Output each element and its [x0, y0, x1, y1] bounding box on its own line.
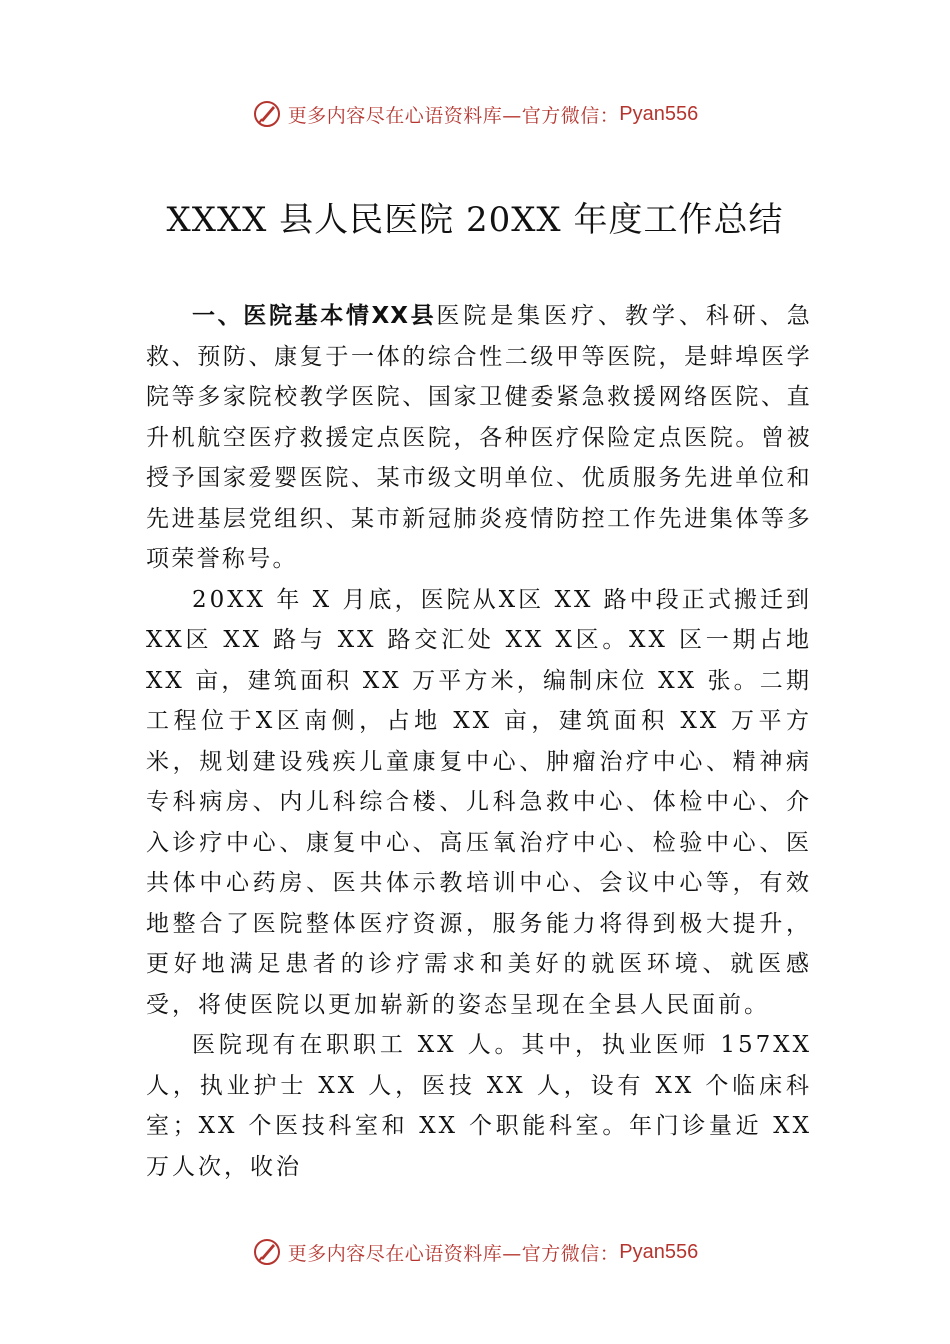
watermark-text: 更多内容尽在心语资料库—官方微信： — [287, 104, 620, 127]
paragraph-2: 20XX 年 X 月底，医院从X区 XX 路中段正式搬迁到 XX区 XX 路与 XX 路交汇处 XX X区。XX 区一期占地 XX 亩，建筑面积 XX 万平方米，编制床位 XX 张。二期工程位于X区南侧，占地 XX 亩，建筑面积 XX 万平方米，规划建设残疾儿童康复中心、肿瘤治疗中心、精神病专科病房、内儿科综合楼、儿科急救中心、体检中心、介入诊疗中心、康复中心、高压氧治疗中心、检验中心、医共体中心药房、医共体示教培训中心、会议中心等，有效地整合了医院整体医疗资源，服务能力将得到极大提升，更好地满足患者的诊疗需求和美好的就医环境、就医感受，将使医院以更加崭新的姿态呈现在全县人民面前。 — [146, 586, 812, 1018]
watermark-text: 更多内容尽在心语资料库—官方微信： — [287, 1242, 620, 1265]
document-body — [146, 296, 812, 1187]
quill-seal-icon — [252, 1237, 282, 1267]
section-heading: 一、医院基本情XX县 — [192, 303, 437, 329]
quill-seal-icon — [252, 99, 282, 129]
footer-watermark — [0, 1232, 950, 1272]
paragraph-1 — [146, 296, 812, 580]
paragraph-1-text: 医院是集医疗、教学、科研、急救、预防、康复于一体的综合性二级甲等医院，是蚌埠医学院等多家院校教学医院、国家卫健委紧急救援网络医院、直升机航空医疗救援定点医院，各种医疗保险定点医院。曾被授予国家爱婴医院、某市级文明单位、优质服务先进单位和先进基层党组织、某市新冠肺炎疫情防控工作先进集体等多项荣誉称号。 — [146, 303, 812, 572]
header-watermark — [0, 94, 950, 134]
document-title: XXXX 县人民医院 20XX 年度工作总结 — [166, 200, 784, 240]
watermark-wechat-id: Pyan556 — [619, 102, 699, 125]
watermark-wechat-id: Pyan556 — [619, 1240, 699, 1263]
paragraph-3: 医院现有在职职工 XX 人。其中，执业医师 157XX 人，执业护士 XX 人，医技 XX 人，设有 XX 个临床科室；XX 个医技科室和 XX 个职能科室。年门诊量近 XX 万人次，收治 — [146, 1032, 812, 1180]
